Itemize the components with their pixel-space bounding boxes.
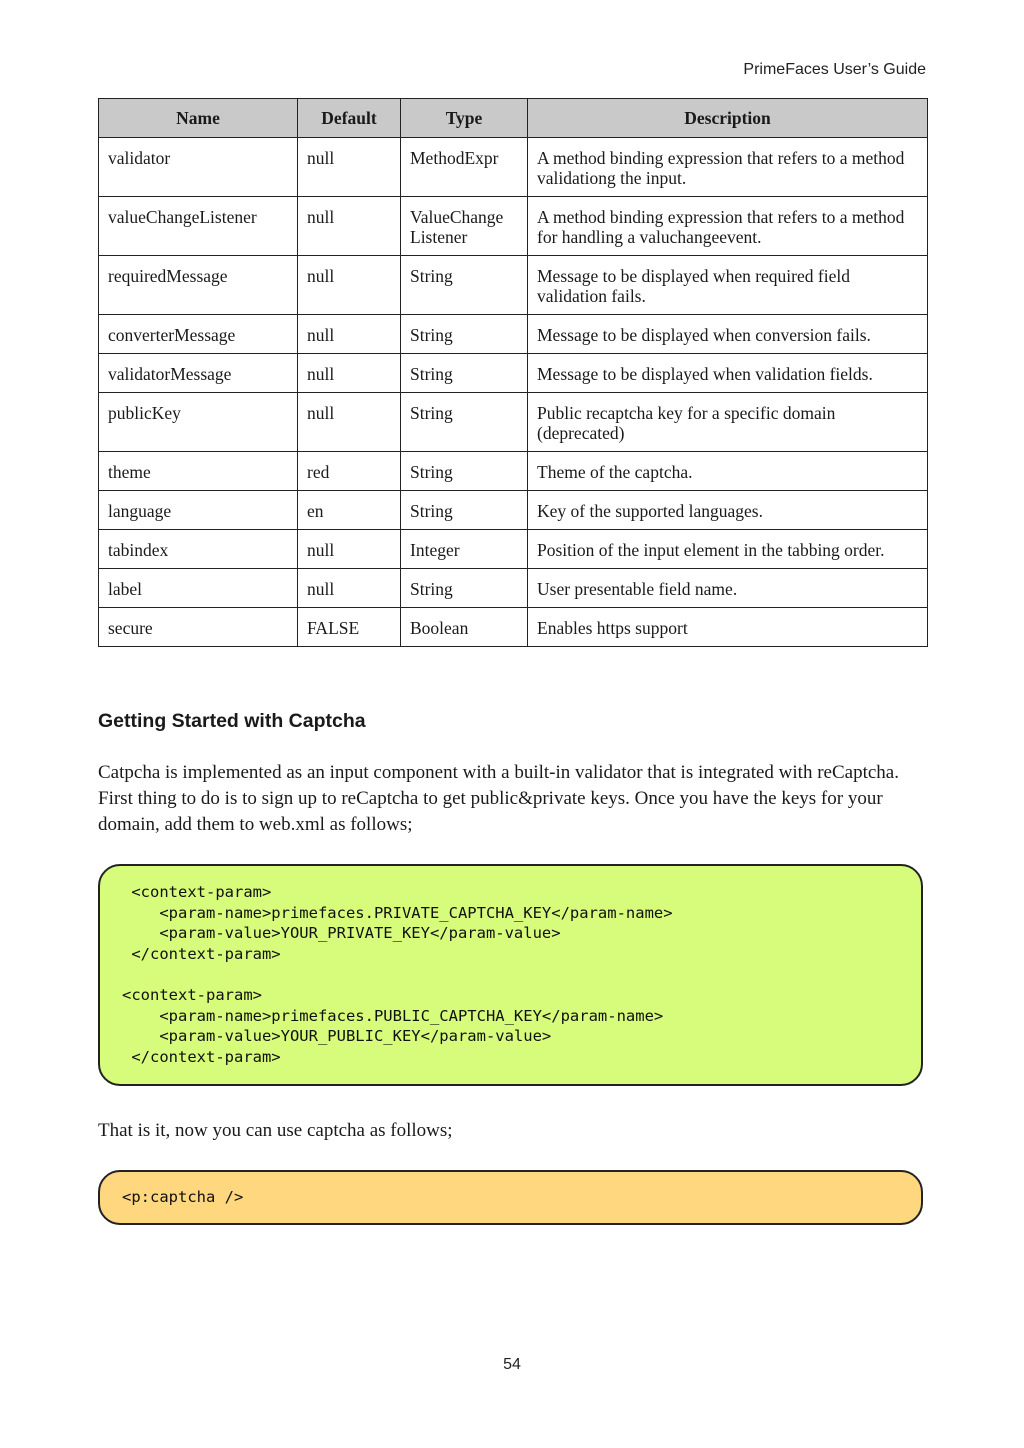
- section-heading: Getting Started with Captcha: [98, 710, 366, 732]
- table-row: [99, 530, 928, 569]
- table-row: [99, 491, 928, 530]
- code-line: </context-param>: [122, 944, 281, 963]
- cell-description: Key of the supported languages.: [528, 491, 928, 530]
- cell-default: null: [298, 315, 401, 354]
- cell-type: String: [401, 256, 528, 315]
- cell-default: null: [298, 530, 401, 569]
- cell-type: String: [401, 315, 528, 354]
- code-line: <p:captcha />: [122, 1188, 244, 1206]
- attributes-table: [98, 98, 928, 647]
- table-row: [99, 315, 928, 354]
- cell-type: String: [401, 569, 528, 608]
- cell-default: null: [298, 197, 401, 256]
- table-row: [99, 393, 928, 452]
- code-line: <param-value>YOUR_PRIVATE_KEY</param-value>: [122, 924, 561, 943]
- cell-name: valueChangeListener: [99, 197, 298, 256]
- table-row: [99, 138, 928, 197]
- usage-code-block: [98, 1170, 923, 1225]
- intro-paragraph: Catpcha is implemented as an input component with a built-in validator that is integrated with reCaptcha. First thing to do is to sign up to reCaptcha to get public&private keys. Once you have the keys for your domain, add them to web.xml as follows;: [98, 762, 899, 835]
- cell-type: String: [401, 354, 528, 393]
- table-row: [99, 354, 928, 393]
- cell-name: validatorMessage: [99, 354, 298, 393]
- table-row: [99, 569, 928, 608]
- cell-name: theme: [99, 452, 298, 491]
- usage-paragraph: That is it, now you can use captcha as follows;: [98, 1120, 453, 1141]
- cell-type: ValueChange Listener: [401, 197, 528, 256]
- running-header: PrimeFaces User’s Guide: [743, 61, 926, 78]
- cell-description: Public recaptcha key for a specific domain (deprecated): [528, 393, 928, 452]
- cell-type: String: [401, 393, 528, 452]
- cell-description: Position of the input element in the tabbing order.: [528, 530, 928, 569]
- cell-type: String: [401, 491, 528, 530]
- cell-name: label: [99, 569, 298, 608]
- cell-default: null: [298, 256, 401, 315]
- cell-name: publicKey: [99, 393, 298, 452]
- table-row: [99, 452, 928, 491]
- cell-description: Message to be displayed when required field validation fails.: [528, 256, 928, 315]
- column-header-type: Type: [401, 99, 528, 138]
- code-line: <context-param>: [122, 985, 262, 1004]
- cell-description: Message to be displayed when conversion fails.: [528, 315, 928, 354]
- cell-default: FALSE: [298, 608, 401, 647]
- cell-name: tabindex: [99, 530, 298, 569]
- code-line: [122, 964, 899, 985]
- table-row: [99, 197, 928, 256]
- table-header-row: [99, 99, 928, 138]
- cell-default: null: [298, 138, 401, 197]
- cell-description: Theme of the captcha.: [528, 452, 928, 491]
- cell-description: A method binding expression that refers to a method validationg the input.: [528, 138, 928, 197]
- column-header-description: Description: [528, 99, 928, 138]
- cell-description: User presentable field name.: [528, 569, 928, 608]
- cell-type: Integer: [401, 530, 528, 569]
- code-line: <context-param>: [122, 883, 272, 901]
- cell-default: null: [298, 354, 401, 393]
- cell-default: en: [298, 491, 401, 530]
- cell-default: null: [298, 569, 401, 608]
- code-line: </context-param>: [122, 1047, 281, 1066]
- code-line: <param-name>primefaces.PUBLIC_CAPTCHA_KEY</param-name>: [122, 1006, 664, 1025]
- cell-description: Message to be displayed when validation fields.: [528, 354, 928, 393]
- cell-name: validator: [99, 138, 298, 197]
- cell-default: null: [298, 393, 401, 452]
- cell-type: Boolean: [401, 608, 528, 647]
- cell-name: language: [99, 491, 298, 530]
- cell-name: secure: [99, 608, 298, 647]
- cell-type: String: [401, 452, 528, 491]
- cell-default: red: [298, 452, 401, 491]
- cell-description: Enables https support: [528, 608, 928, 647]
- code-line: <param-value>YOUR_PUBLIC_KEY</param-value>: [122, 1027, 552, 1046]
- cell-description: A method binding expression that refers to a method for handling a valuchangeevent.: [528, 197, 928, 256]
- column-header-default: Default: [298, 99, 401, 138]
- page-number: 54: [503, 1356, 521, 1373]
- cell-type: MethodExpr: [401, 138, 528, 197]
- config-code-block: [98, 864, 923, 1086]
- table-row: [99, 608, 928, 647]
- cell-name: converterMessage: [99, 315, 298, 354]
- table-row: [99, 256, 928, 315]
- code-line: <param-name>primefaces.PRIVATE_CAPTCHA_KEY</param-name>: [122, 903, 673, 922]
- cell-name: requiredMessage: [99, 256, 298, 315]
- column-header-name: Name: [99, 99, 298, 138]
